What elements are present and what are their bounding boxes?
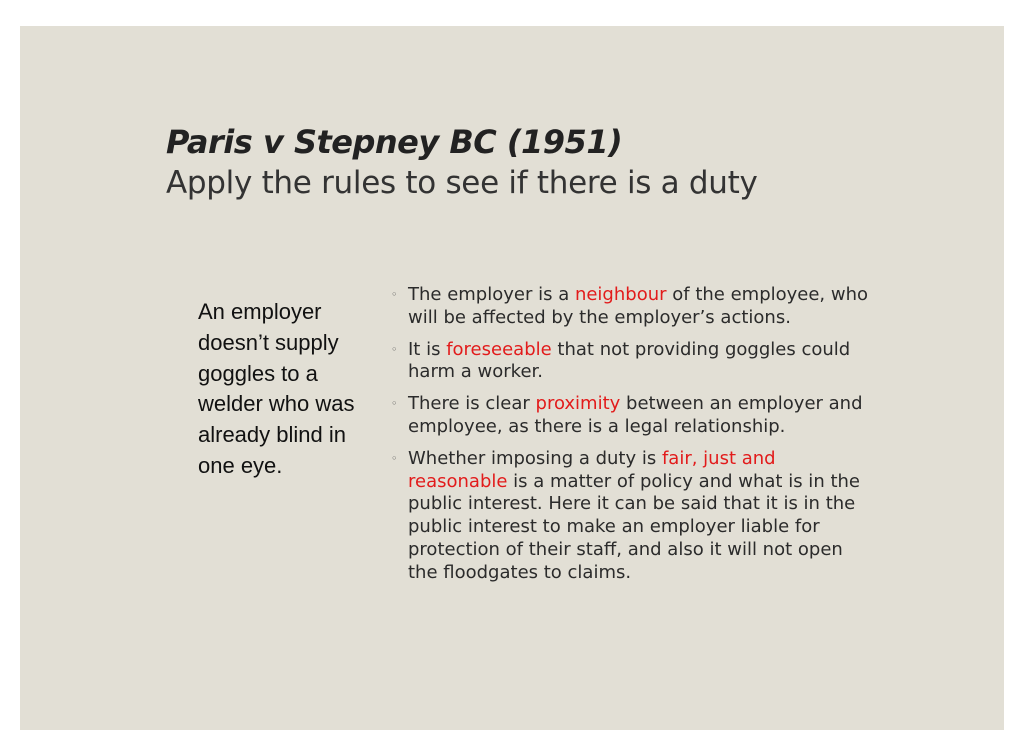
bullet-icon: ◦ — [391, 288, 398, 301]
bullet-text: Whether imposing a duty is — [408, 447, 662, 469]
bullet-item — [390, 284, 870, 330]
slide — [20, 26, 1004, 730]
bullet-highlight: proximity — [535, 393, 621, 415]
bullet-item — [390, 393, 870, 439]
slide-title — [166, 122, 966, 204]
bullet-item — [390, 448, 870, 585]
bullet-text: of the employee, who will be affected by the employer’s actions. — [408, 284, 869, 328]
bullet-highlight: fair, just and reasonable — [408, 447, 776, 492]
slide-subtitle: Apply the rules to see if there is a duty — [166, 165, 758, 201]
bullet-text: between an employer and employee, as there is a legal relationship. — [408, 393, 863, 437]
bullet-item — [390, 339, 870, 385]
bullet-text: is a matter of policy and what is in the public interest. Here it can be said that it is in the public interest to make an employer liable for protection of their staff, and also it will not open the floodgates to claims. — [408, 470, 860, 583]
bullet-text: There is clear — [408, 393, 536, 415]
case-title: Paris v Stepney BC (1951) — [166, 123, 623, 161]
bullet-icon: ◦ — [391, 397, 398, 411]
bullet-text: that not providing goggles could harm a worker. — [408, 338, 851, 383]
bullet-icon: ◦ — [391, 342, 398, 356]
bullet-list — [390, 284, 870, 594]
bullet-text: It is — [408, 338, 447, 360]
bullet-highlight: foreseeable — [446, 338, 552, 360]
bullet-highlight: neighbour — [574, 284, 667, 305]
scenario-text: An employer doesn’t supply goggles to a welder who was already blind in one eye. — [198, 299, 355, 478]
bullet-icon: ◦ — [391, 451, 398, 465]
bullet-text: The employer is a — [408, 284, 575, 305]
